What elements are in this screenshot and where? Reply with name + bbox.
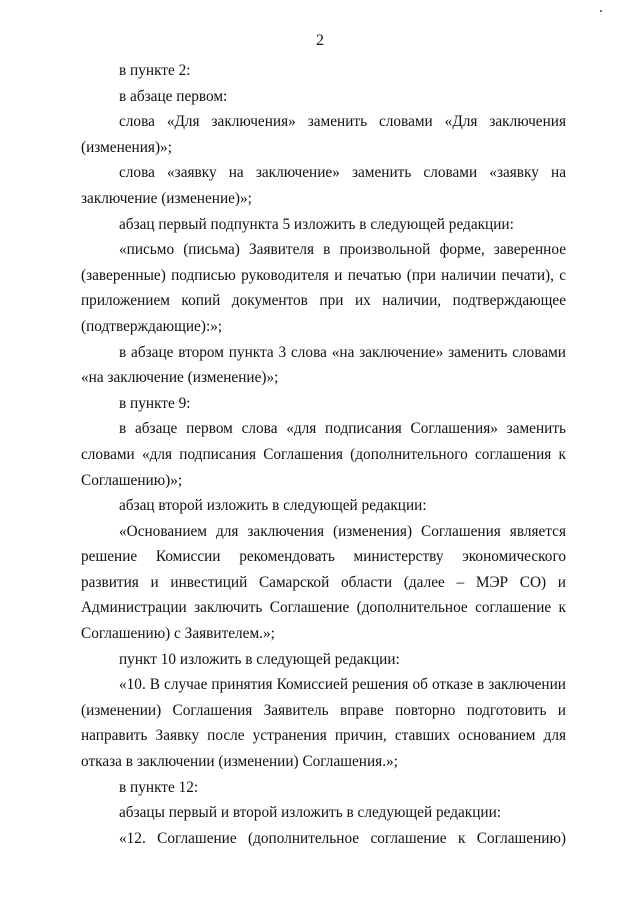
paragraph: абзац первый подпункта 5 изложить в следующей редакции: bbox=[119, 215, 514, 233]
paragraph: слова «Для заключения» заменить словами «Для заключения (изменения)»; bbox=[81, 113, 566, 156]
paragraph: в абзаце первом слова «для подписания Соглашения» заменить словами «для подписания Соглашения (дополнительного соглашения к Соглашению)»; bbox=[81, 420, 566, 489]
paragraph: «Основанием для заключения (изменения) Соглашения является решение Комиссии рекомендовать министерству экономического развития и инвестиций Самарской области (далее – МЭР СО) и Администрации заключить Соглашение (дополнительное соглашение к Соглашению) с Заявителем.»; bbox=[81, 522, 566, 643]
paragraph: в пункте 12: bbox=[119, 778, 199, 796]
paragraph: «10. В случае принятия Комиссией решения об отказе в заключении (изменении) Соглашения Заявитель вправе повторно подготовить и направить Заявку после устранения причин, ставших основанием для отказа в заключении (изменении) Соглашения.»; bbox=[81, 676, 566, 771]
page-number: 2 bbox=[316, 32, 324, 49]
paragraph: в абзаце втором пункта 3 слова «на заключение» заменить словами «на заключение (изменение)»; bbox=[81, 343, 566, 387]
paragraph: в пункте 9: bbox=[119, 394, 191, 412]
paragraph-continued: «12. Соглашение (дополнительное соглашение к Соглашению) bbox=[119, 829, 566, 847]
paragraph: абзацы первый и второй изложить в следующей редакции: bbox=[119, 804, 502, 822]
scan-dot-mark bbox=[600, 10, 602, 12]
paragraph: «письмо (письма) Заявителя в произвольной форме, заверенное (заверенные) подписью руководителя и печатью (при наличии печати), с приложением копий документов при их наличии, подтверждающее (подтверждающие):»; bbox=[81, 241, 566, 335]
paragraph: в пункте 2: bbox=[119, 62, 191, 79]
paragraph: слова «заявку на заключение» заменить словами «заявку на заключение (изменение)»; bbox=[81, 164, 566, 207]
paragraph: пункт 10 изложить в следующей редакции: bbox=[119, 650, 400, 668]
paragraph: абзац второй изложить в следующей редакции: bbox=[119, 497, 427, 515]
paragraph: в абзаце первом: bbox=[119, 87, 228, 105]
document-body bbox=[81, 58, 566, 851]
